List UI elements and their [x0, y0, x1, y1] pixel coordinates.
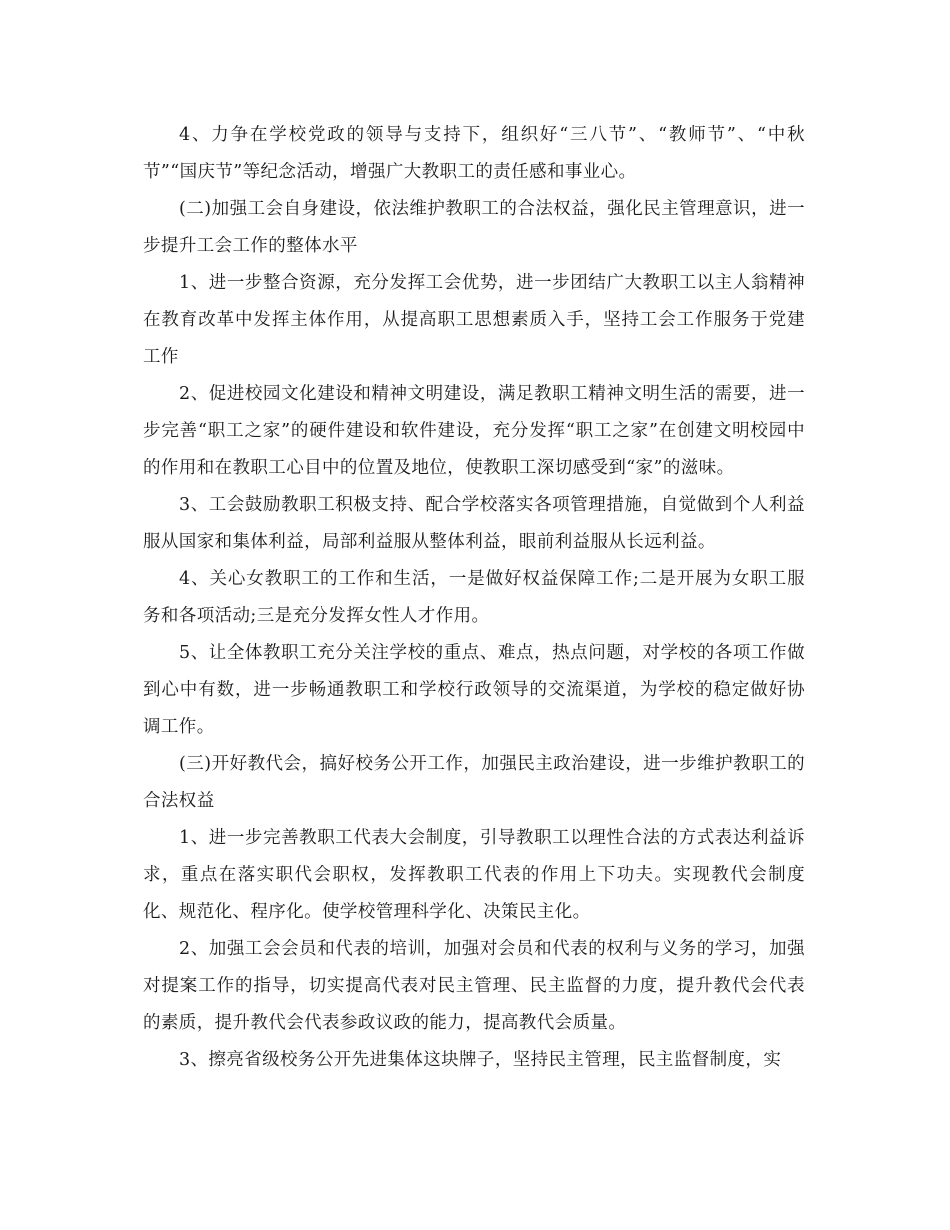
- paragraph-item-5-focus: 5、让全体教职工充分关注学校的重点、难点，热点问题，对学校的各项工作做到心中有数，进一步畅通教职工和学校行政领导的交流渠道，为学校的稳定做好协调工作。: [143, 643, 805, 737]
- paragraph-item-3-support: 3、工会鼓励教职工积极支持、配合学校落实各项管理措施，自觉做到个人利益服从国家和集体利益，局部利益服从整体利益，眼前利益服从长远利益。: [143, 495, 805, 552]
- section-heading-2: (二)加强工会自身建设，依法维护教职工的合法权益，强化民主管理意识，进一步提升工会工作的整体水平: [143, 199, 805, 256]
- section-heading-3: (三)开好教代会，搞好校务公开工作，加强民主政治建设，进一步维护教职工的合法权益: [143, 754, 805, 811]
- document-body: [143, 117, 805, 1079]
- paragraph-item-4-festivals: 4、力争在学校党政的领导与支持下，组织好“三八节”、“教师节”、“中秋节”“国庆节”等纪念活动，增强广大教职工的责任感和事业心。: [143, 125, 805, 182]
- paragraph-item-4-female-staff: 4、关心女教职工的工作和生活，一是做好权益保障工作;二是开展为女职工服务和各项活动;三是充分发挥女性人才作用。: [143, 569, 805, 626]
- paragraph-item-2-training: 2、加强工会会员和代表的培训，加强对会员和代表的权利与义务的学习，加强对提案工作的指导，切实提高代表对民主管理、民主监督的力度，提升教代会代表的素质，提升教代会代表参政议政的能力，提高教代会质量。: [143, 939, 805, 1033]
- paragraph-item-1-resources: 1、进一步整合资源，充分发挥工会优势，进一步团结广大教职工以主人翁精神在教育改革中发挥主体作用，从提高职工思想素质入手，坚持工会工作服务于党建工作: [143, 273, 805, 367]
- paragraph-item-2-campus-culture: 2、促进校园文化建设和精神文明建设，满足教职工精神文明生活的需要，进一步完善“职工之家”的硬件建设和软件建设，充分发挥“职工之家”在创建文明校园中的作用和在教职工心目中的位置及地位，使教职工深切感受到“家”的滋味。: [143, 384, 805, 478]
- paragraph-item-3-disclosure: 3、擦亮省级校务公开先进集体这块牌子，坚持民主管理，民主监督制度，实: [179, 1050, 782, 1070]
- paragraph-item-1-congress: 1、进一步完善教职工代表大会制度，引导教职工以理性合法的方式表达利益诉求，重点在落实职代会职权，发挥教职工代表的作用上下功夫。实现教代会制度化、规范化、程序化。使学校管理科学化、决策民主化。: [143, 828, 805, 922]
